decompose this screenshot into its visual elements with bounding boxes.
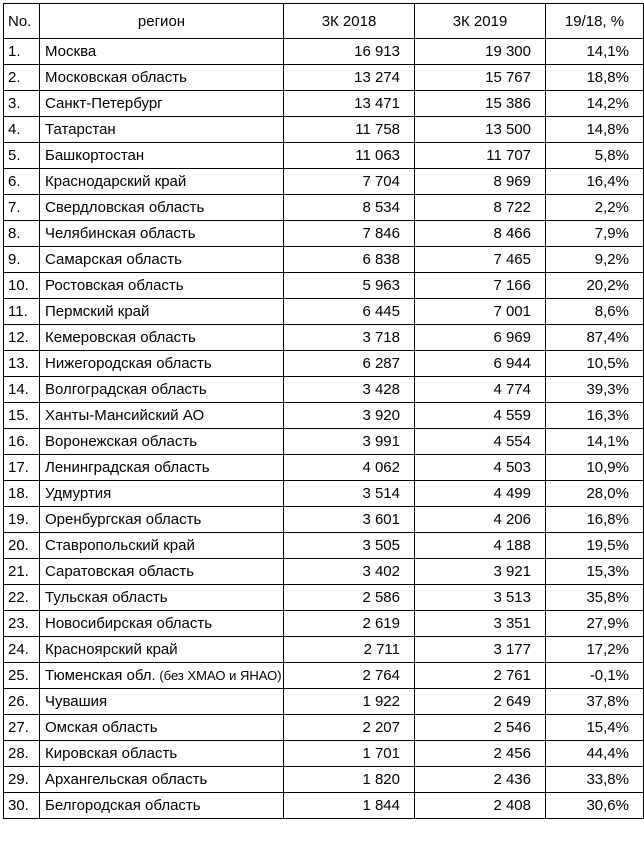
row-number: 22. — [4, 585, 40, 611]
table-row — [4, 325, 644, 351]
row-number: 15. — [4, 403, 40, 429]
row-growth-pct: 37,8% — [546, 689, 644, 715]
row-region: Красноярский край — [40, 637, 284, 663]
table-row — [4, 65, 644, 91]
row-3k-2018: 3 514 — [284, 481, 415, 507]
row-region: Краснодарский край — [40, 169, 284, 195]
row-region: Белгородская область — [40, 793, 284, 819]
table-row — [4, 611, 644, 637]
row-3k-2018: 6 287 — [284, 351, 415, 377]
row-number: 23. — [4, 611, 40, 637]
table-row — [4, 403, 644, 429]
row-number: 14. — [4, 377, 40, 403]
row-growth-pct: 33,8% — [546, 767, 644, 793]
row-3k-2019: 4 559 — [415, 403, 546, 429]
row-3k-2018: 4 062 — [284, 455, 415, 481]
row-region: Волгоградская область — [40, 377, 284, 403]
row-3k-2019: 2 436 — [415, 767, 546, 793]
row-growth-pct: 14,1% — [546, 39, 644, 65]
table-row — [4, 689, 644, 715]
table-row — [4, 715, 644, 741]
row-3k-2019: 7 001 — [415, 299, 546, 325]
table-row — [4, 221, 644, 247]
table-row — [4, 351, 644, 377]
row-growth-pct: 10,5% — [546, 351, 644, 377]
table-row — [4, 793, 644, 819]
row-region: Москва — [40, 39, 284, 65]
row-growth-pct: 8,6% — [546, 299, 644, 325]
row-3k-2018: 8 534 — [284, 195, 415, 221]
table-row — [4, 585, 644, 611]
row-region: Саратовская область — [40, 559, 284, 585]
row-growth-pct: 30,6% — [546, 793, 644, 819]
row-3k-2019: 2 408 — [415, 793, 546, 819]
row-growth-pct: 5,8% — [546, 143, 644, 169]
table-row — [4, 533, 644, 559]
row-number: 21. — [4, 559, 40, 585]
row-3k-2019: 3 921 — [415, 559, 546, 585]
row-number: 2. — [4, 65, 40, 91]
row-region: Кировская область — [40, 741, 284, 767]
row-region: Омская область — [40, 715, 284, 741]
header-3k-2019: 3К 2019 — [415, 4, 546, 39]
row-3k-2018: 3 718 — [284, 325, 415, 351]
table-row — [4, 663, 644, 689]
row-3k-2019: 6 944 — [415, 351, 546, 377]
region-note: (без ХМАО и ЯНАО) — [155, 668, 282, 683]
row-growth-pct: 16,4% — [546, 169, 644, 195]
row-3k-2018: 2 711 — [284, 637, 415, 663]
table-row — [4, 247, 644, 273]
row-growth-pct: 10,9% — [546, 455, 644, 481]
row-3k-2019: 11 707 — [415, 143, 546, 169]
row-growth-pct: 17,2% — [546, 637, 644, 663]
row-growth-pct: 16,8% — [546, 507, 644, 533]
row-3k-2018: 2 619 — [284, 611, 415, 637]
row-3k-2018: 3 428 — [284, 377, 415, 403]
table-row — [4, 507, 644, 533]
row-3k-2019: 3 513 — [415, 585, 546, 611]
row-3k-2019: 4 499 — [415, 481, 546, 507]
row-number: 6. — [4, 169, 40, 195]
row-growth-pct: 2,2% — [546, 195, 644, 221]
row-growth-pct: 15,4% — [546, 715, 644, 741]
row-3k-2018: 1 701 — [284, 741, 415, 767]
row-3k-2019: 8 722 — [415, 195, 546, 221]
header-no: No. — [4, 4, 40, 39]
table-row — [4, 39, 644, 65]
row-growth-pct: 39,3% — [546, 377, 644, 403]
row-3k-2019: 3 351 — [415, 611, 546, 637]
row-3k-2018: 7 846 — [284, 221, 415, 247]
row-number: 25. — [4, 663, 40, 689]
row-region: Ростовская область — [40, 273, 284, 299]
row-3k-2018: 16 913 — [284, 39, 415, 65]
row-growth-pct: 28,0% — [546, 481, 644, 507]
row-region: Удмуртия — [40, 481, 284, 507]
row-3k-2019: 7 465 — [415, 247, 546, 273]
row-3k-2018: 2 207 — [284, 715, 415, 741]
row-region: Московская область — [40, 65, 284, 91]
row-number: 3. — [4, 91, 40, 117]
row-growth-pct: 14,2% — [546, 91, 644, 117]
row-3k-2018: 1 844 — [284, 793, 415, 819]
row-3k-2019: 4 774 — [415, 377, 546, 403]
row-number: 19. — [4, 507, 40, 533]
row-3k-2019: 7 166 — [415, 273, 546, 299]
row-growth-pct: 27,9% — [546, 611, 644, 637]
row-growth-pct: 7,9% — [546, 221, 644, 247]
row-3k-2019: 2 456 — [415, 741, 546, 767]
row-growth-pct: 87,4% — [546, 325, 644, 351]
row-3k-2019: 15 386 — [415, 91, 546, 117]
table-row — [4, 91, 644, 117]
table-row — [4, 481, 644, 507]
row-number: 28. — [4, 741, 40, 767]
row-region: Челябинская область — [40, 221, 284, 247]
row-region: Башкортостан — [40, 143, 284, 169]
row-growth-pct: 14,1% — [546, 429, 644, 455]
row-growth-pct: 16,3% — [546, 403, 644, 429]
row-number: 5. — [4, 143, 40, 169]
row-region: Санкт-Петербург — [40, 91, 284, 117]
row-number: 29. — [4, 767, 40, 793]
header-growth-pct: 19/18, % — [546, 4, 644, 39]
row-number: 17. — [4, 455, 40, 481]
row-number: 13. — [4, 351, 40, 377]
row-growth-pct: 20,2% — [546, 273, 644, 299]
table-row — [4, 273, 644, 299]
row-region: Татарстан — [40, 117, 284, 143]
row-number: 12. — [4, 325, 40, 351]
table-row — [4, 455, 644, 481]
table-row — [4, 559, 644, 585]
row-3k-2018: 13 471 — [284, 91, 415, 117]
row-3k-2019: 4 554 — [415, 429, 546, 455]
row-3k-2019: 3 177 — [415, 637, 546, 663]
row-3k-2018: 3 601 — [284, 507, 415, 533]
row-growth-pct: 14,8% — [546, 117, 644, 143]
row-3k-2018: 1 922 — [284, 689, 415, 715]
row-region: Оренбургская область — [40, 507, 284, 533]
row-region: Свердловская область — [40, 195, 284, 221]
row-3k-2019: 2 649 — [415, 689, 546, 715]
table-row — [4, 299, 644, 325]
row-3k-2018: 11 758 — [284, 117, 415, 143]
row-3k-2019: 13 500 — [415, 117, 546, 143]
table-row — [4, 767, 644, 793]
table-row — [4, 195, 644, 221]
row-number: 16. — [4, 429, 40, 455]
row-3k-2019: 4 188 — [415, 533, 546, 559]
row-3k-2018: 7 704 — [284, 169, 415, 195]
row-number: 4. — [4, 117, 40, 143]
row-3k-2019: 19 300 — [415, 39, 546, 65]
row-number: 24. — [4, 637, 40, 663]
header-row — [4, 4, 644, 39]
row-region: Ленинградская область — [40, 455, 284, 481]
row-number: 8. — [4, 221, 40, 247]
row-region: Чувашия — [40, 689, 284, 715]
row-region: Самарская область — [40, 247, 284, 273]
row-number: 7. — [4, 195, 40, 221]
row-3k-2018: 2 764 — [284, 663, 415, 689]
row-3k-2019: 2 546 — [415, 715, 546, 741]
row-3k-2019: 6 969 — [415, 325, 546, 351]
row-region: Тульская область — [40, 585, 284, 611]
row-growth-pct: 9,2% — [546, 247, 644, 273]
row-number: 26. — [4, 689, 40, 715]
row-3k-2019: 15 767 — [415, 65, 546, 91]
row-region: Архангельская область — [40, 767, 284, 793]
row-number: 9. — [4, 247, 40, 273]
row-region: Ханты-Мансийский АО — [40, 403, 284, 429]
row-3k-2018: 13 274 — [284, 65, 415, 91]
row-3k-2019: 4 503 — [415, 455, 546, 481]
row-growth-pct: 15,3% — [546, 559, 644, 585]
table-row — [4, 637, 644, 663]
row-number: 20. — [4, 533, 40, 559]
row-3k-2018: 3 402 — [284, 559, 415, 585]
table-row — [4, 169, 644, 195]
row-3k-2019: 2 761 — [415, 663, 546, 689]
row-region: Нижегородская область — [40, 351, 284, 377]
row-growth-pct: 35,8% — [546, 585, 644, 611]
table-row — [4, 117, 644, 143]
row-3k-2018: 5 963 — [284, 273, 415, 299]
row-number: 18. — [4, 481, 40, 507]
row-number: 1. — [4, 39, 40, 65]
row-region: Воронежская область — [40, 429, 284, 455]
row-3k-2018: 11 063 — [284, 143, 415, 169]
row-3k-2018: 2 586 — [284, 585, 415, 611]
row-3k-2018: 3 991 — [284, 429, 415, 455]
row-region: Тюменская обл. (без ХМАО и ЯНАО) — [40, 663, 284, 689]
table-row — [4, 741, 644, 767]
table-body — [4, 39, 644, 819]
row-3k-2018: 1 820 — [284, 767, 415, 793]
row-growth-pct: 19,5% — [546, 533, 644, 559]
row-3k-2018: 6 838 — [284, 247, 415, 273]
row-region: Пермский край — [40, 299, 284, 325]
table-row — [4, 377, 644, 403]
row-number: 10. — [4, 273, 40, 299]
row-number: 30. — [4, 793, 40, 819]
row-region: Ставропольский край — [40, 533, 284, 559]
row-3k-2019: 4 206 — [415, 507, 546, 533]
header-3k-2018: 3К 2018 — [284, 4, 415, 39]
regions-table — [3, 3, 644, 819]
row-number: 27. — [4, 715, 40, 741]
row-3k-2019: 8 969 — [415, 169, 546, 195]
table-row — [4, 143, 644, 169]
row-3k-2018: 6 445 — [284, 299, 415, 325]
row-growth-pct: 18,8% — [546, 65, 644, 91]
row-3k-2018: 3 505 — [284, 533, 415, 559]
row-3k-2018: 3 920 — [284, 403, 415, 429]
table-row — [4, 429, 644, 455]
row-number: 11. — [4, 299, 40, 325]
row-growth-pct: -0,1% — [546, 663, 644, 689]
row-region: Кемеровская область — [40, 325, 284, 351]
row-3k-2019: 8 466 — [415, 221, 546, 247]
row-growth-pct: 44,4% — [546, 741, 644, 767]
row-region: Новосибирская область — [40, 611, 284, 637]
header-region: регион — [40, 4, 284, 39]
